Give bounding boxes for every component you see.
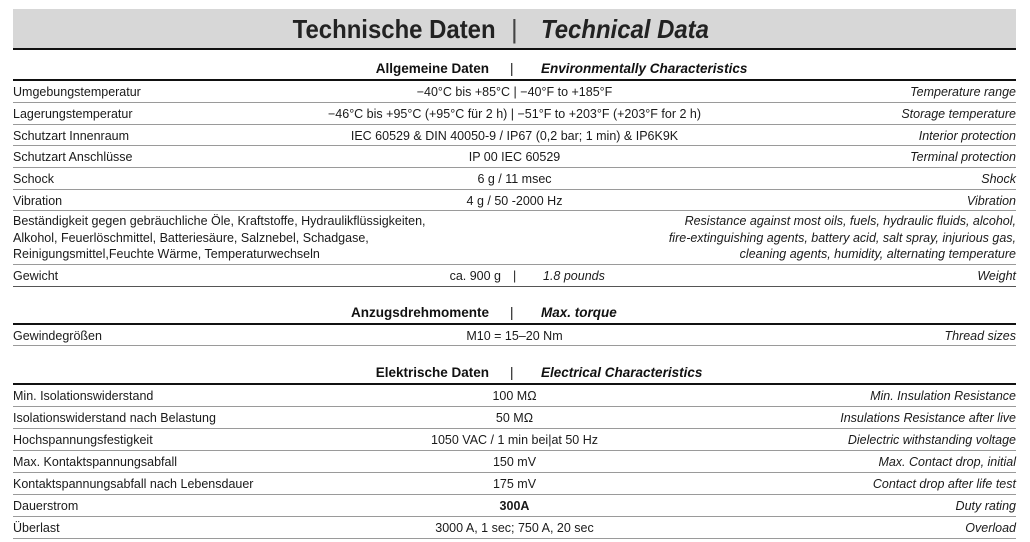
- row-value: 1050 VAC / 1 min bei|at 50 Hz: [431, 433, 598, 447]
- section-heading-de: Elektrische Daten: [375, 365, 489, 380]
- section-heading-en: Electrical Characteristics: [541, 365, 703, 380]
- table-row: [13, 517, 1016, 539]
- row-label-de-line: Beständigkeit gegen gebräuchliche Öle, Kraftstoffe, Hydraulikflüssigkeiten,: [13, 214, 426, 228]
- row-label-de: Dauerstrom: [13, 499, 79, 513]
- table-row: [13, 451, 1016, 473]
- row-label-en: Min. Insulation Resistance: [870, 389, 1016, 403]
- row-label-en: Dielectric withstanding voltage: [847, 433, 1016, 447]
- row-label-en-line: cleaning agents, humidity, alternating temperature: [739, 247, 1016, 261]
- row-value: IP 00 IEC 60529: [468, 150, 561, 164]
- row-value: 150 mV: [492, 455, 537, 469]
- table-row: [13, 325, 1016, 346]
- table-row: [13, 473, 1016, 495]
- row-label-en-multiline: [669, 213, 1016, 263]
- section-heading-de: Allgemeine Daten: [375, 61, 489, 76]
- row-label-de: Vibration: [13, 194, 63, 208]
- row-label-de: Hochspannungsfestigkeit: [13, 433, 153, 447]
- row-value: 175 mV: [492, 477, 537, 491]
- row-value: 100 MΩ: [492, 389, 537, 403]
- row-label-en: Duty rating: [955, 499, 1016, 513]
- row-label-de: Kontaktspannungsabfall nach Lebensdauer: [13, 477, 254, 491]
- table-row: [13, 190, 1016, 211]
- row-label-en: Weight: [977, 269, 1016, 283]
- section-heading-electrical: [13, 364, 1016, 382]
- table-row: [13, 146, 1016, 168]
- section-heading-en: Environmentally Characteristics: [541, 61, 748, 76]
- row-value: M10 = 15–20 Nm: [466, 329, 563, 343]
- row-label-de: Lagerungstemperatur: [13, 107, 133, 121]
- section-heading-torque: [13, 304, 1016, 322]
- row-label-en: Vibration: [966, 194, 1016, 208]
- weight-value-en: 1.8 pounds: [543, 269, 605, 283]
- row-label-en: Thread sizes: [944, 329, 1016, 343]
- row-label-de: Min. Isolationswiderstand: [13, 389, 154, 403]
- row-label-en: Max. Contact drop, initial: [878, 455, 1016, 469]
- row-label-de: Schutzart Innenraum: [13, 129, 130, 143]
- section-heading-sep: |: [510, 305, 514, 320]
- table-row-resistance: [13, 211, 1016, 265]
- row-value: IEC 60529 & DIN 40050-9 / IP67 (0,2 bar; 1 min) & IP6K9K: [350, 129, 679, 143]
- row-label-de: Max. Kontaktspannungsabfall: [13, 455, 177, 469]
- row-label-de-line: Reinigungsmittel,Feuchte Wärme, Temperaturwechseln: [13, 247, 320, 261]
- row-value: 4 g / 50 -2000 Hz: [466, 194, 563, 208]
- row-label-en: Storage temperature: [901, 107, 1016, 121]
- row-label-en-line: fire-extinguishing agents, battery acid, salt spray, injurious gas,: [668, 230, 1016, 245]
- table-row: [13, 103, 1016, 125]
- weight-value-de: ca. 900 g: [449, 269, 501, 283]
- row-value: 3000 A, 1 sec; 750 A, 20 sec: [435, 521, 594, 535]
- row-value: 6 g / 11 msec: [477, 172, 552, 186]
- table-row: [13, 407, 1016, 429]
- row-label-de: Schutzart Anschlüsse: [13, 150, 133, 164]
- row-label-de: Überlast: [13, 521, 60, 535]
- row-label-de: Gewindegrößen: [13, 329, 102, 343]
- table-row: [13, 495, 1016, 517]
- row-label-de-multiline: [13, 213, 426, 263]
- page-title-banner: [13, 9, 1016, 50]
- row-label-de: Isolationswiderstand nach Belastung: [13, 411, 216, 425]
- table-row: [13, 429, 1016, 451]
- row-value: −46°C bis +95°C (+95°C für 2 h) | −51°F to +203°F (+203°F for 2 h): [327, 107, 701, 121]
- table-row: [13, 81, 1016, 103]
- row-label-en: Insulations Resistance after live: [840, 411, 1016, 425]
- row-label-en: Interior protection: [918, 129, 1016, 143]
- row-label-en: Overload: [965, 521, 1016, 535]
- row-value: −40°C bis +85°C | −40°F to +185°F: [416, 85, 613, 99]
- row-label-de: Umgebungstemperatur: [13, 85, 141, 99]
- section-end-rule: [13, 286, 1016, 287]
- title-english: Technical Data: [541, 14, 709, 44]
- section-heading-general: [13, 60, 1016, 78]
- row-value: 50 MΩ: [495, 411, 534, 425]
- row-label-en-line: Resistance against most oils, fuels, hydraulic fluids, alcohol,: [684, 214, 1016, 228]
- table-row: [13, 125, 1016, 146]
- title-german: Technische Daten: [293, 14, 496, 44]
- row-label-en: Terminal protection: [910, 150, 1016, 164]
- row-label-de: Schock: [13, 172, 54, 186]
- row-value-duty-current: 300A: [499, 499, 530, 513]
- row-label-de: Gewicht: [13, 269, 59, 283]
- table-row-weight: [13, 265, 1016, 285]
- section-heading-de: Anzugsdrehmomente: [350, 305, 489, 320]
- section-heading-en: Max. torque: [541, 305, 617, 320]
- title-separator: |: [511, 14, 518, 44]
- section-heading-sep: |: [510, 365, 514, 380]
- weight-separator: |: [513, 269, 517, 283]
- section-heading-sep: |: [510, 61, 514, 76]
- table-row: [13, 385, 1016, 407]
- row-label-en: Contact drop after life test: [872, 477, 1016, 491]
- row-label-de-line: Alkohol, Feuerlöschmittel, Batteriesäure, Salznebel, Schadgase,: [13, 230, 369, 245]
- row-label-en: Temperature range: [910, 85, 1016, 99]
- row-label-en: Shock: [981, 172, 1016, 186]
- table-row: [13, 168, 1016, 190]
